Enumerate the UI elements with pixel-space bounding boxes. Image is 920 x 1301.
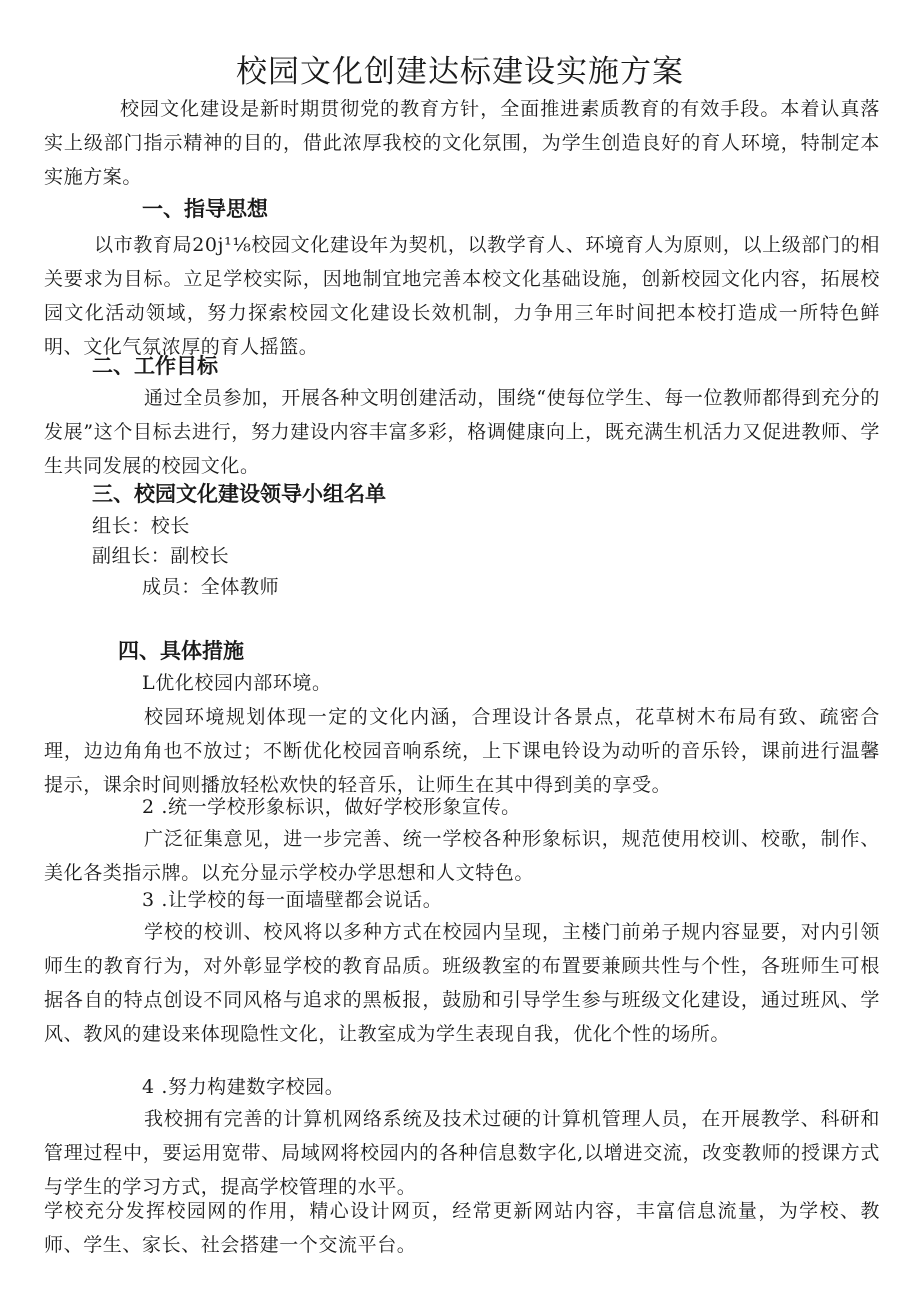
item3-body: 学校的校训、校风将以多种方式在校园内呈现，主楼门前弟子规内容显要，对内引领师生的教育行为，对外彰显学校的教育品质。班级教室的布置要兼顾共性与个性，各班师生可根据各自的特点创设不同风格与追求的黑板报，鼓励和引导学生参与班级文化建设，通过班风、学风、教风的建设来体现隐性文化，让教室成为学生表现自我，优化个性的场所。: [44, 921, 880, 1045]
item2-title: 2 .统一学校形象标识，做好学校形象宣传。: [142, 796, 521, 818]
section1-body: 以市教育局20j¹⅛校园文化建设年为契机，以教学育人、环境育人为原则，以上级部门的相关要求为目标。立足学校实际，因地制宜地完善本校文化基础设施，创新校园文化内容，拓展校园文化活动领域，努力探索校园文化建设长效机制，力争用三年时间把本校打造成一所特色鲜明、文化气氛浓厚的育人摇篮。: [44, 234, 880, 358]
vice-leader-line: 副组长：副校长: [92, 545, 230, 567]
item4-body: 我校拥有完善的计算机网络系统及技术过硬的计算机管理人员，在开展教学、科研和管理过程中，要运用宽带、局域网将校园内的各种信息数字化,以增进交流，改变教师的授课方式与学生的学习方式，提高学校管理的水平。: [44, 1108, 880, 1198]
intro-paragraph: 校园文化建设是新时期贯彻党的教育方针，全面推进素质教育的有效手段。本着认真落实上级部门指示精神的目的，借此浓厚我校的文化氛围，为学生创造良好的育人环境，特制定本实施方案。: [44, 98, 880, 188]
section4-heading: 四、具体措施: [118, 639, 244, 663]
members-line: 成员：全体教师: [142, 576, 280, 598]
section3-heading: 三、校园文化建设领导小组名单: [92, 482, 386, 506]
item3-title: 3 .让学校的每一面墙壁都会说话。: [142, 889, 443, 911]
item1-title: L优化校园内部环境。: [142, 672, 332, 694]
section2-body: 通过全员参加，开展各种文明创建活动，围绕“使每位学生、每一位教师都得到充分的发展”这个目标去进行，努力建设内容丰富多彩，格调健康向上，既充满生机活力又促进教师、学生共同发展的校园文化。: [44, 387, 880, 477]
item4-title: 4 .努力构建数字校园。: [142, 1076, 345, 1098]
section1-heading: 一、指导思想: [142, 197, 268, 221]
section2-heading: 二、工作目标: [92, 354, 218, 378]
document-title: 校园文化创建达标建设实施方案: [236, 54, 684, 90]
leader-line: 组长：校长: [92, 515, 191, 537]
item2-body: 广泛征集意见，进一步完善、统一学校各种形象标识，规范使用校训、校歌，制作、美化各类指示牌。以充分显示学校办学思想和人文特色。: [44, 828, 880, 884]
item1-body: 校园环境规划体现一定的文化内涵，合理设计各景点，花草树木布局有致、疏密合理，边边角角也不放过；不断优化校园音响系统，上下课电铃设为动听的音乐铃，课前进行温馨提示，课余时间则播放轻松欢快的轻音乐，让师生在其中得到美的享受。: [44, 706, 880, 796]
item4-body-2: 学校充分发挥校园网的作用，精心设计网页，经常更新网站内容，丰富信息流量，为学校、教师、学生、家长、社会搭建一个交流平台。: [44, 1200, 880, 1256]
